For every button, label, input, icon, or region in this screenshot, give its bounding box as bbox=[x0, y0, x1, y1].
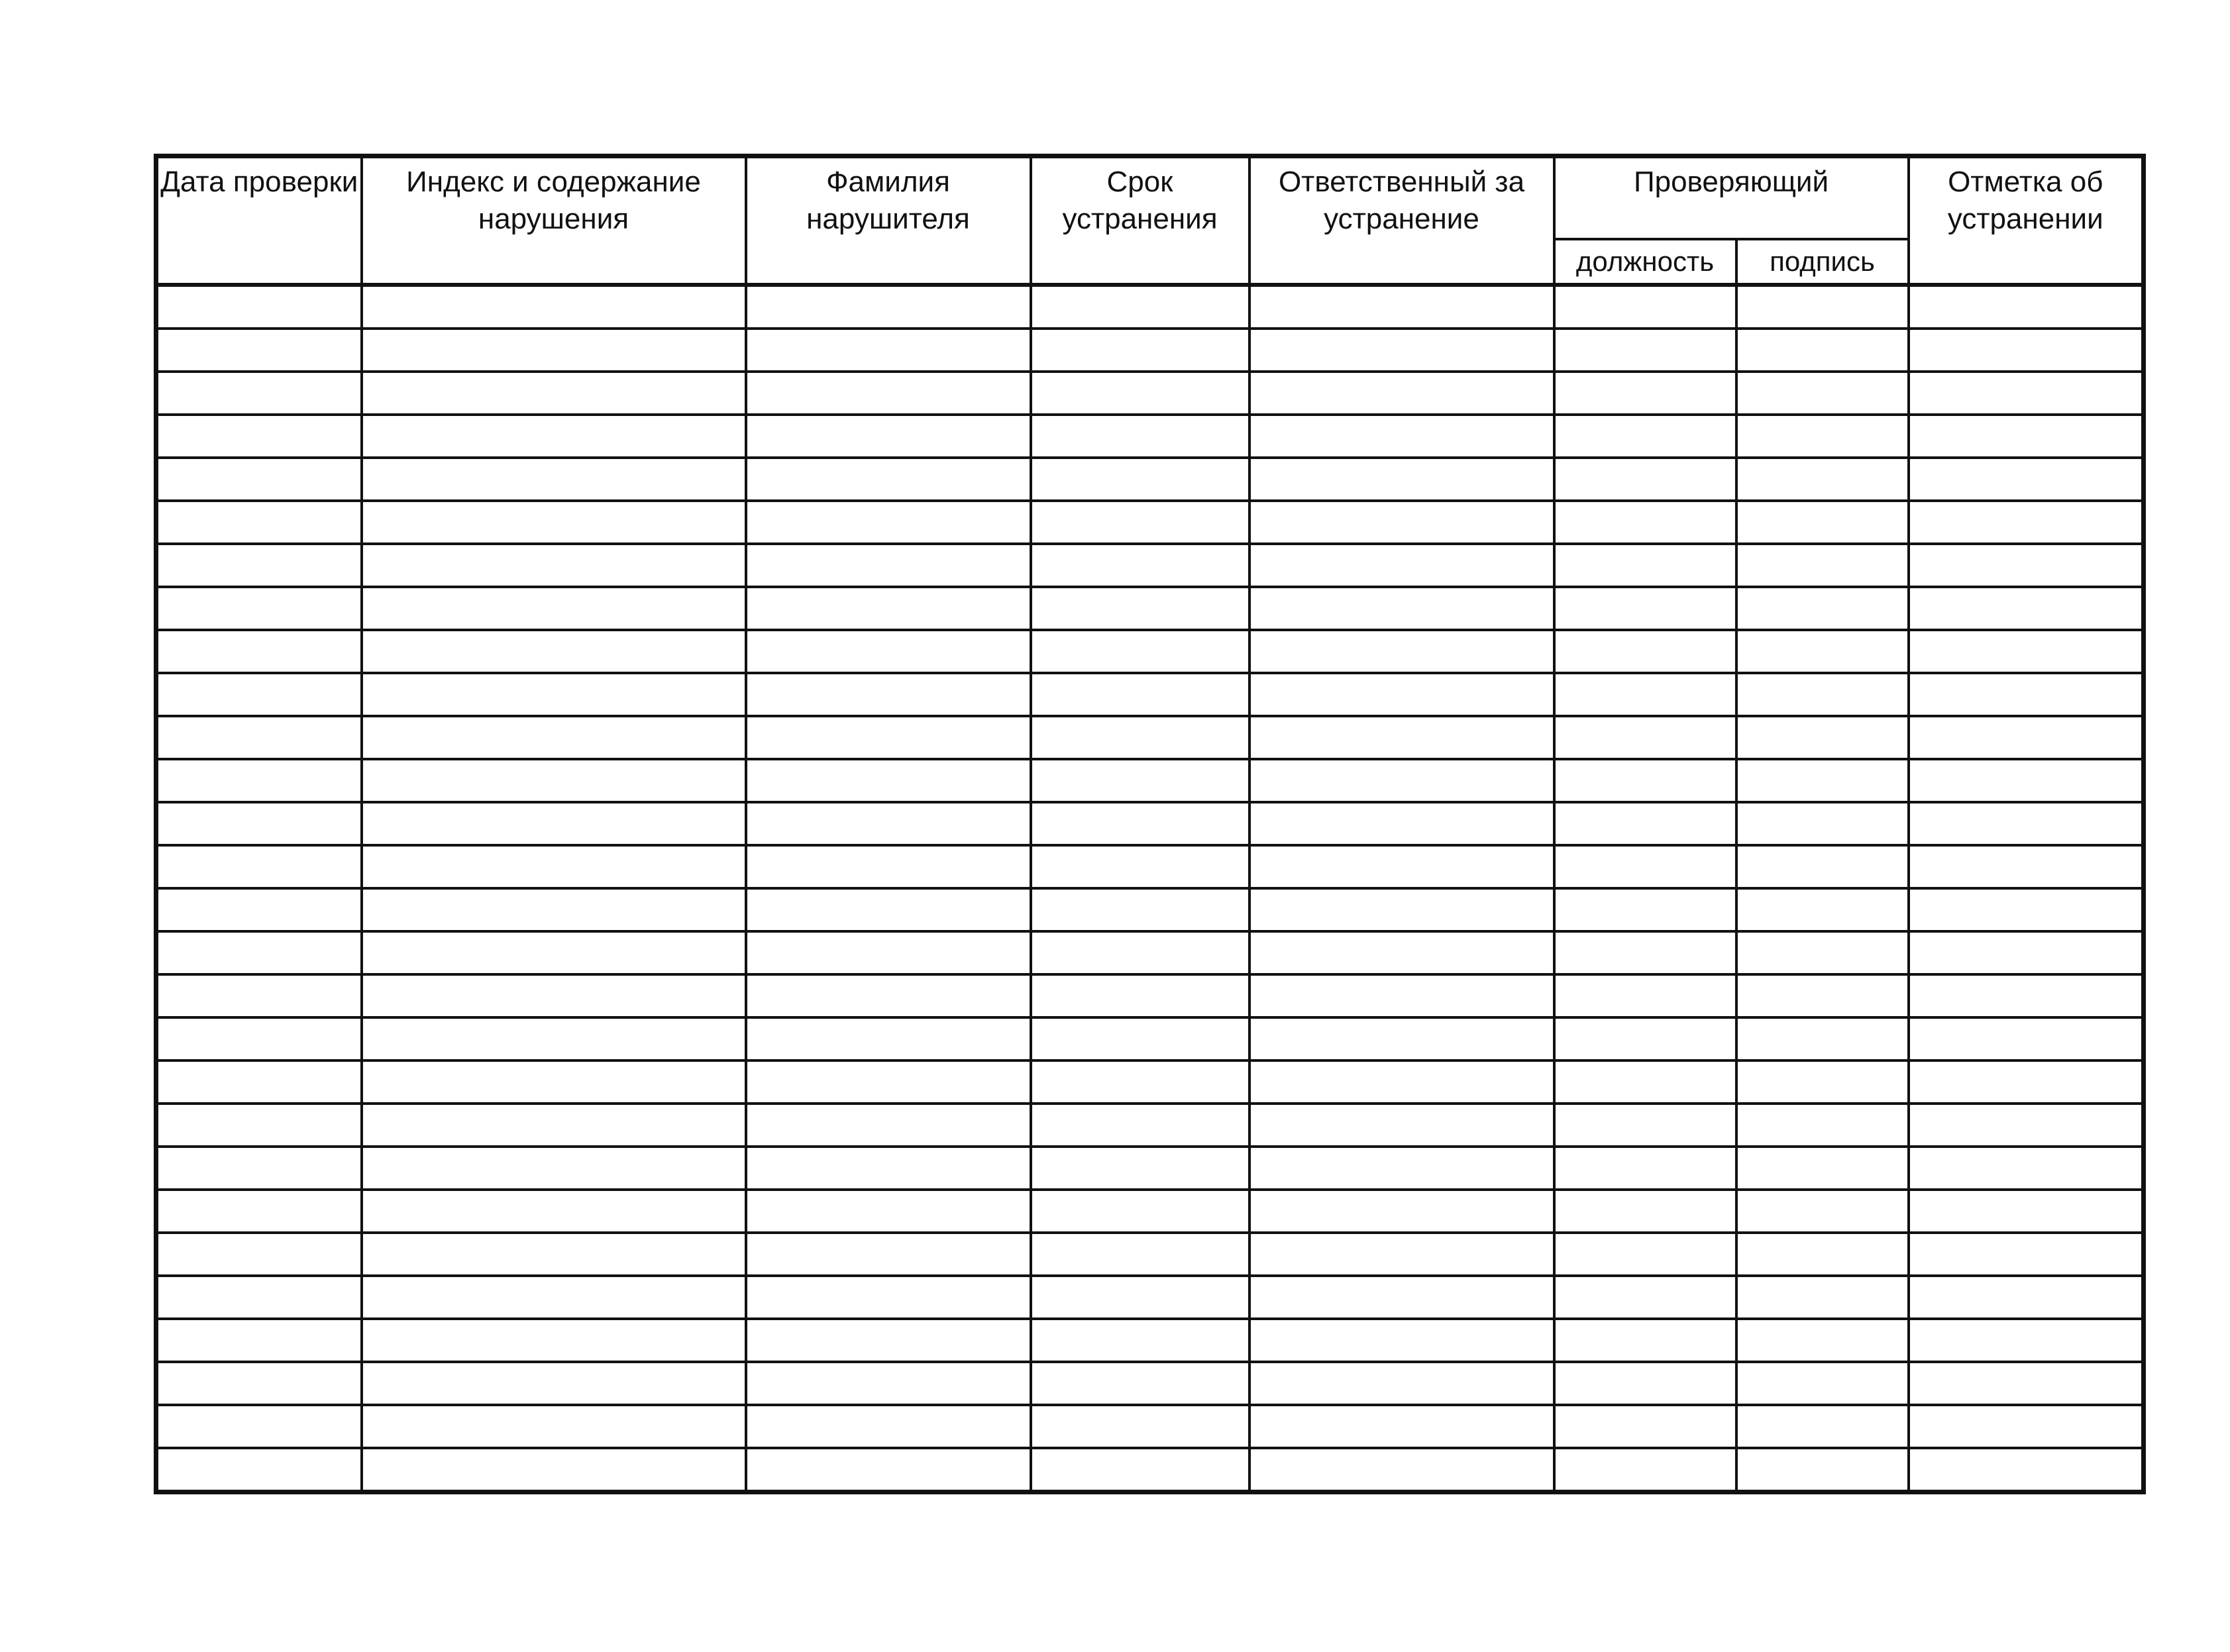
header-inspector-signature: подпись bbox=[1736, 239, 1909, 285]
cell-date bbox=[156, 1448, 362, 1492]
table-row bbox=[156, 931, 2144, 974]
table-row bbox=[156, 1319, 2144, 1362]
table-row bbox=[156, 759, 2144, 802]
cell-violation bbox=[362, 372, 746, 415]
cell-inspector-signature bbox=[1736, 372, 1909, 415]
cell-date bbox=[156, 1190, 362, 1233]
cell-inspector-signature bbox=[1736, 1448, 1909, 1492]
cell-inspector-position bbox=[1554, 759, 1736, 802]
cell-deadline bbox=[1031, 372, 1249, 415]
cell-deadline bbox=[1031, 1147, 1249, 1190]
cell-inspector-position bbox=[1554, 458, 1736, 501]
table-row bbox=[156, 329, 2144, 372]
header-violator: Фамилия нарушителя bbox=[746, 156, 1031, 285]
cell-responsible bbox=[1249, 759, 1554, 802]
header-violation: Индекс и содержание нарушения bbox=[362, 156, 746, 285]
cell-mark bbox=[1909, 544, 2144, 587]
cell-violator bbox=[746, 931, 1031, 974]
cell-date bbox=[156, 673, 362, 716]
cell-mark bbox=[1909, 673, 2144, 716]
table-row bbox=[156, 1362, 2144, 1405]
cell-inspector-signature bbox=[1736, 285, 1909, 329]
cell-inspector-position bbox=[1554, 1104, 1736, 1147]
cell-responsible bbox=[1249, 845, 1554, 888]
cell-mark bbox=[1909, 630, 2144, 673]
cell-responsible bbox=[1249, 1362, 1554, 1405]
cell-inspector-signature bbox=[1736, 759, 1909, 802]
cell-violator bbox=[746, 1104, 1031, 1147]
table-row bbox=[156, 630, 2144, 673]
cell-violator bbox=[746, 802, 1031, 845]
cell-violator bbox=[746, 1448, 1031, 1492]
cell-responsible bbox=[1249, 501, 1554, 544]
cell-violation bbox=[362, 1060, 746, 1104]
table-row bbox=[156, 802, 2144, 845]
cell-mark bbox=[1909, 1362, 2144, 1405]
cell-mark bbox=[1909, 329, 2144, 372]
cell-inspector-signature bbox=[1736, 802, 1909, 845]
cell-inspector-position bbox=[1554, 931, 1736, 974]
cell-violator bbox=[746, 974, 1031, 1017]
cell-violator bbox=[746, 845, 1031, 888]
cell-violator bbox=[746, 285, 1031, 329]
cell-date bbox=[156, 415, 362, 458]
cell-mark bbox=[1909, 1233, 2144, 1276]
cell-mark bbox=[1909, 716, 2144, 759]
cell-date bbox=[156, 285, 362, 329]
cell-inspector-signature bbox=[1736, 1060, 1909, 1104]
cell-responsible bbox=[1249, 1405, 1554, 1448]
cell-responsible bbox=[1249, 974, 1554, 1017]
cell-mark bbox=[1909, 1405, 2144, 1448]
cell-responsible bbox=[1249, 415, 1554, 458]
cell-mark bbox=[1909, 974, 2144, 1017]
cell-violator bbox=[746, 1233, 1031, 1276]
cell-violation bbox=[362, 673, 746, 716]
cell-responsible bbox=[1249, 544, 1554, 587]
cell-deadline bbox=[1031, 1017, 1249, 1060]
table-header bbox=[156, 156, 2144, 285]
cell-date bbox=[156, 974, 362, 1017]
table-row bbox=[156, 501, 2144, 544]
table-row bbox=[156, 458, 2144, 501]
cell-inspector-position bbox=[1554, 1060, 1736, 1104]
cell-violation bbox=[362, 716, 746, 759]
cell-deadline bbox=[1031, 1233, 1249, 1276]
cell-mark bbox=[1909, 1147, 2144, 1190]
cell-violator bbox=[746, 544, 1031, 587]
cell-violation bbox=[362, 931, 746, 974]
cell-mark bbox=[1909, 1276, 2144, 1319]
cell-responsible bbox=[1249, 587, 1554, 630]
cell-deadline bbox=[1031, 630, 1249, 673]
cell-inspector-position bbox=[1554, 802, 1736, 845]
cell-violation bbox=[362, 802, 746, 845]
cell-violator bbox=[746, 1190, 1031, 1233]
table-row bbox=[156, 974, 2144, 1017]
cell-deadline bbox=[1031, 1319, 1249, 1362]
cell-mark bbox=[1909, 888, 2144, 931]
cell-date bbox=[156, 931, 362, 974]
cell-date bbox=[156, 1104, 362, 1147]
cell-date bbox=[156, 630, 362, 673]
cell-deadline bbox=[1031, 458, 1249, 501]
cell-inspector-position bbox=[1554, 544, 1736, 587]
table-body bbox=[156, 285, 2144, 1492]
cell-deadline bbox=[1031, 1190, 1249, 1233]
cell-violator bbox=[746, 501, 1031, 544]
cell-inspector-signature bbox=[1736, 845, 1909, 888]
cell-inspector-signature bbox=[1736, 1405, 1909, 1448]
cell-violation bbox=[362, 1362, 746, 1405]
cell-responsible bbox=[1249, 931, 1554, 974]
cell-date bbox=[156, 1017, 362, 1060]
table-row bbox=[156, 1104, 2144, 1147]
cell-responsible bbox=[1249, 1017, 1554, 1060]
cell-deadline bbox=[1031, 1362, 1249, 1405]
cell-deadline bbox=[1031, 759, 1249, 802]
cell-mark bbox=[1909, 1319, 2144, 1362]
cell-violator bbox=[746, 1147, 1031, 1190]
cell-violator bbox=[746, 1060, 1031, 1104]
table-row bbox=[156, 1060, 2144, 1104]
cell-violation bbox=[362, 285, 746, 329]
cell-violator bbox=[746, 716, 1031, 759]
cell-responsible bbox=[1249, 372, 1554, 415]
cell-deadline bbox=[1031, 802, 1249, 845]
cell-violator bbox=[746, 1362, 1031, 1405]
cell-inspector-position bbox=[1554, 716, 1736, 759]
cell-mark bbox=[1909, 1448, 2144, 1492]
cell-mark bbox=[1909, 845, 2144, 888]
cell-inspector-position bbox=[1554, 888, 1736, 931]
cell-inspector-position bbox=[1554, 329, 1736, 372]
cell-date bbox=[156, 802, 362, 845]
cell-violation bbox=[362, 1104, 746, 1147]
table-row bbox=[156, 1190, 2144, 1233]
cell-violation bbox=[362, 544, 746, 587]
cell-inspector-signature bbox=[1736, 1276, 1909, 1319]
cell-date bbox=[156, 888, 362, 931]
header-inspector: Проверяющий bbox=[1554, 156, 1909, 240]
cell-deadline bbox=[1031, 673, 1249, 716]
cell-responsible bbox=[1249, 329, 1554, 372]
cell-deadline bbox=[1031, 716, 1249, 759]
cell-inspector-signature bbox=[1736, 415, 1909, 458]
cell-inspector-signature bbox=[1736, 1017, 1909, 1060]
cell-deadline bbox=[1031, 1060, 1249, 1104]
cell-inspector-signature bbox=[1736, 1319, 1909, 1362]
cell-responsible bbox=[1249, 630, 1554, 673]
cell-mark bbox=[1909, 501, 2144, 544]
table-row bbox=[156, 415, 2144, 458]
cell-inspector-signature bbox=[1736, 1104, 1909, 1147]
cell-violator bbox=[746, 372, 1031, 415]
cell-responsible bbox=[1249, 1276, 1554, 1319]
cell-deadline bbox=[1031, 974, 1249, 1017]
cell-mark bbox=[1909, 285, 2144, 329]
cell-responsible bbox=[1249, 1319, 1554, 1362]
cell-inspector-position bbox=[1554, 630, 1736, 673]
table-row bbox=[156, 888, 2144, 931]
cell-mark bbox=[1909, 1017, 2144, 1060]
cell-violation bbox=[362, 458, 746, 501]
cell-inspector-signature bbox=[1736, 1147, 1909, 1190]
cell-violation bbox=[362, 415, 746, 458]
cell-violation bbox=[362, 1448, 746, 1492]
cell-deadline bbox=[1031, 501, 1249, 544]
cell-inspector-position bbox=[1554, 372, 1736, 415]
header-responsible: Ответственный за устранение bbox=[1249, 156, 1554, 285]
cell-inspector-signature bbox=[1736, 587, 1909, 630]
cell-mark bbox=[1909, 759, 2144, 802]
cell-deadline bbox=[1031, 1405, 1249, 1448]
cell-responsible bbox=[1249, 802, 1554, 845]
table-row bbox=[156, 1276, 2144, 1319]
cell-mark bbox=[1909, 802, 2144, 845]
cell-inspector-position bbox=[1554, 1448, 1736, 1492]
cell-deadline bbox=[1031, 587, 1249, 630]
cell-deadline bbox=[1031, 285, 1249, 329]
cell-mark bbox=[1909, 415, 2144, 458]
cell-deadline bbox=[1031, 845, 1249, 888]
cell-date bbox=[156, 1405, 362, 1448]
header-mark: Отметка об устранении bbox=[1909, 156, 2144, 285]
cell-inspector-signature bbox=[1736, 931, 1909, 974]
cell-responsible bbox=[1249, 1060, 1554, 1104]
cell-mark bbox=[1909, 372, 2144, 415]
cell-deadline bbox=[1031, 415, 1249, 458]
cell-violator bbox=[746, 888, 1031, 931]
cell-mark bbox=[1909, 1190, 2144, 1233]
cell-violation bbox=[362, 759, 746, 802]
cell-inspector-signature bbox=[1736, 888, 1909, 931]
cell-inspector-position bbox=[1554, 1017, 1736, 1060]
cell-responsible bbox=[1249, 285, 1554, 329]
cell-violator bbox=[746, 759, 1031, 802]
cell-inspector-position bbox=[1554, 1233, 1736, 1276]
cell-inspector-position bbox=[1554, 1319, 1736, 1362]
cell-inspector-signature bbox=[1736, 974, 1909, 1017]
cell-deadline bbox=[1031, 329, 1249, 372]
table-row bbox=[156, 372, 2144, 415]
cell-violation bbox=[362, 587, 746, 630]
cell-date bbox=[156, 329, 362, 372]
cell-date bbox=[156, 587, 362, 630]
table-row bbox=[156, 845, 2144, 888]
cell-inspector-position bbox=[1554, 1190, 1736, 1233]
cell-mark bbox=[1909, 1060, 2144, 1104]
cell-violator bbox=[746, 1017, 1031, 1060]
cell-inspector-position bbox=[1554, 501, 1736, 544]
cell-mark bbox=[1909, 1104, 2144, 1147]
cell-inspector-position bbox=[1554, 1147, 1736, 1190]
table-row bbox=[156, 1147, 2144, 1190]
cell-inspector-signature bbox=[1736, 1362, 1909, 1405]
cell-responsible bbox=[1249, 673, 1554, 716]
cell-inspector-position bbox=[1554, 1362, 1736, 1405]
cell-deadline bbox=[1031, 888, 1249, 931]
cell-deadline bbox=[1031, 1448, 1249, 1492]
cell-inspector-position bbox=[1554, 415, 1736, 458]
table-row bbox=[156, 1448, 2144, 1492]
cell-violation bbox=[362, 974, 746, 1017]
table-row bbox=[156, 716, 2144, 759]
cell-violation bbox=[362, 1276, 746, 1319]
cell-violation bbox=[362, 845, 746, 888]
header-inspector-position: должность bbox=[1554, 239, 1736, 285]
table-row bbox=[156, 1017, 2144, 1060]
cell-date bbox=[156, 501, 362, 544]
cell-inspector-position bbox=[1554, 845, 1736, 888]
cell-inspector-signature bbox=[1736, 501, 1909, 544]
cell-deadline bbox=[1031, 544, 1249, 587]
cell-responsible bbox=[1249, 1104, 1554, 1147]
cell-date bbox=[156, 1362, 362, 1405]
cell-violation bbox=[362, 1190, 746, 1233]
cell-violation bbox=[362, 888, 746, 931]
cell-violation bbox=[362, 1017, 746, 1060]
cell-inspector-signature bbox=[1736, 544, 1909, 587]
cell-violation bbox=[362, 329, 746, 372]
cell-inspector-position bbox=[1554, 1405, 1736, 1448]
cell-violator bbox=[746, 458, 1031, 501]
cell-inspector-signature bbox=[1736, 458, 1909, 501]
inspection-log-table bbox=[154, 154, 2146, 1494]
cell-inspector-position bbox=[1554, 1276, 1736, 1319]
cell-date bbox=[156, 1060, 362, 1104]
cell-inspector-position bbox=[1554, 673, 1736, 716]
cell-date bbox=[156, 759, 362, 802]
cell-violation bbox=[362, 630, 746, 673]
cell-violator bbox=[746, 630, 1031, 673]
cell-date bbox=[156, 1233, 362, 1276]
cell-inspector-position bbox=[1554, 587, 1736, 630]
cell-date bbox=[156, 845, 362, 888]
cell-responsible bbox=[1249, 1233, 1554, 1276]
cell-inspector-position bbox=[1554, 285, 1736, 329]
cell-violator bbox=[746, 1405, 1031, 1448]
cell-violation bbox=[362, 1147, 746, 1190]
table-row bbox=[156, 544, 2144, 587]
cell-inspector-signature bbox=[1736, 716, 1909, 759]
cell-inspector-signature bbox=[1736, 329, 1909, 372]
cell-violator bbox=[746, 1319, 1031, 1362]
cell-deadline bbox=[1031, 1276, 1249, 1319]
cell-inspector-position bbox=[1554, 974, 1736, 1017]
cell-responsible bbox=[1249, 1190, 1554, 1233]
cell-responsible bbox=[1249, 716, 1554, 759]
table-row bbox=[156, 587, 2144, 630]
cell-violation bbox=[362, 501, 746, 544]
cell-inspector-signature bbox=[1736, 1233, 1909, 1276]
cell-date bbox=[156, 1147, 362, 1190]
cell-responsible bbox=[1249, 888, 1554, 931]
cell-violator bbox=[746, 587, 1031, 630]
cell-date bbox=[156, 372, 362, 415]
cell-inspector-signature bbox=[1736, 630, 1909, 673]
cell-date bbox=[156, 1319, 362, 1362]
cell-responsible bbox=[1249, 458, 1554, 501]
cell-violator bbox=[746, 329, 1031, 372]
cell-responsible bbox=[1249, 1147, 1554, 1190]
cell-date bbox=[156, 716, 362, 759]
cell-violation bbox=[362, 1405, 746, 1448]
cell-date bbox=[156, 458, 362, 501]
cell-mark bbox=[1909, 458, 2144, 501]
cell-date bbox=[156, 544, 362, 587]
cell-violator bbox=[746, 1276, 1031, 1319]
cell-mark bbox=[1909, 587, 2144, 630]
table-row bbox=[156, 285, 2144, 329]
table-row bbox=[156, 1233, 2144, 1276]
header-deadline: Срок устранения bbox=[1031, 156, 1249, 285]
table-row bbox=[156, 673, 2144, 716]
cell-deadline bbox=[1031, 1104, 1249, 1147]
cell-violator bbox=[746, 415, 1031, 458]
cell-deadline bbox=[1031, 931, 1249, 974]
cell-mark bbox=[1909, 931, 2144, 974]
cell-inspector-signature bbox=[1736, 673, 1909, 716]
table-row bbox=[156, 1405, 2144, 1448]
cell-violation bbox=[362, 1319, 746, 1362]
cell-responsible bbox=[1249, 1448, 1554, 1492]
cell-violation bbox=[362, 1233, 746, 1276]
cell-inspector-signature bbox=[1736, 1190, 1909, 1233]
cell-violator bbox=[746, 673, 1031, 716]
header-date: Дата проверки bbox=[156, 156, 362, 285]
cell-date bbox=[156, 1276, 362, 1319]
